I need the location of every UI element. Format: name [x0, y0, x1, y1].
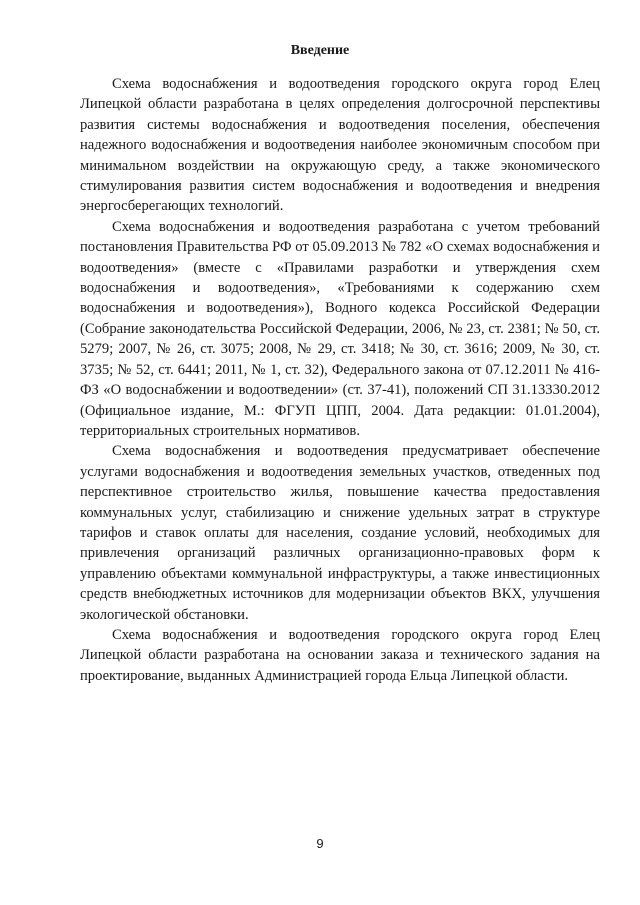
paragraph-purpose: Схема водоснабжения и водоотведения городского округа город Елец Липецкой области разработана в целях определения долгосрочной перспективы развития системы водоснабжения и водоотведения поселения, обеспечения надежного водоснабжения и водоотведения наиболее экономичным способом при минимальном воздействии на окружающую среду, а также экономического стимулирования развития систем водоснабжения и водоотведения и внедрения энергосберегающих технологий. [80, 76, 600, 215]
paragraph-order-basis: Схема водоснабжения и водоотведения городского округа город Елец Липецкой области разработана на основании заказа и технического задания на проектирование, выданных Администрацией города Ельца Липецкой области. [80, 626, 600, 684]
body-text [80, 74, 600, 686]
paragraph-legal-basis: Схема водоснабжения и водоотведения разработана с учетом требований постановления Правительства РФ от 05.09.2013 № 782 «О схемах водоснабжения и водоотведения» (вместе с «Правилами разработки и утверждения схем водоснабжения и водоотведения», «Требованиями к содержанию схем водоснабжения и водоотведения»), Водного кодекса Российской Федерации (Собрание законодательства Российской Федерации, 2006, № 23, ст. 2381; № 50, ст. 5279; 2007, № 26, ст. 3075; 2008, № 29, ст. 3418; № 30, ст. 3616; 2009, № 30, ст. 3735; № 52, ст. 6441; 2011, № 1, ст. 32), Федерального закона от 07.12.2011 № 416-ФЗ «О водоснабжении и водоотведении» (ст. 37-41), положений СП 31.13330.2012 (Официальное издание, М.: ФГУП ЦПП, 2004. Дата редакции: 01.01.2004), территориальных строительных нормативов. [80, 218, 600, 439]
page-number: 9 [316, 836, 324, 851]
page-title: Введение [290, 43, 350, 58]
paragraph-provisions: Схема водоснабжения и водоотведения предусматривает обеспечение услугами водоснабжения и водоотведения земельных участков, отведенных под перспективное строительство жилья, повышение качества предоставления коммунальных услуг, стабилизацию и снижение удельных затрат в структуре тарифов и ставок оплаты для населения, создание условий, необходимых для привлечения организаций различных организационно-правовых форм к управлению объектами коммунальной инфраструктуры, а также инвестиционных средств внебюджетных источников для модернизации объектов ВКХ, улучшения экологической обстановки. [80, 443, 600, 623]
